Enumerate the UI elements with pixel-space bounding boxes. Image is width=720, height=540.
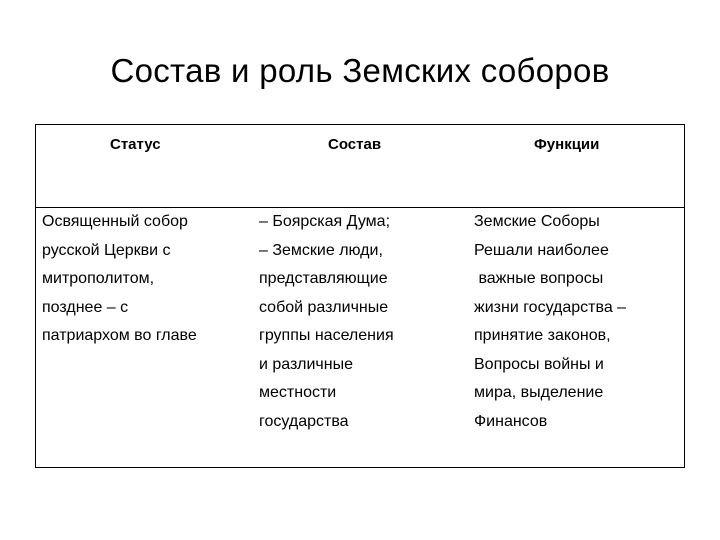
functions-line: Решали наиболее bbox=[474, 241, 609, 259]
status-line: позднее – с bbox=[42, 298, 129, 316]
sostav-cell bbox=[259, 208, 394, 436]
functions-line: принятие законов, bbox=[474, 327, 611, 344]
status-cell bbox=[42, 208, 197, 351]
info-table bbox=[35, 124, 685, 468]
status-line: митрополитом, bbox=[42, 270, 155, 287]
status-line: русской Церкви с bbox=[42, 241, 171, 259]
sostav-line: – Боярская Дума; bbox=[259, 213, 391, 230]
functions-line: Земские Соборы bbox=[474, 213, 600, 230]
header-sostav: Состав bbox=[328, 136, 382, 153]
header-status: Статус bbox=[110, 136, 161, 153]
sostav-line: представляющие bbox=[259, 270, 388, 287]
sostav-line: группы населения bbox=[259, 327, 394, 344]
sostav-line: собой различные bbox=[259, 298, 389, 316]
slide-title: Состав и роль Земских соборов bbox=[110, 52, 610, 89]
functions-cell bbox=[474, 208, 626, 436]
status-line: патриархом во главе bbox=[42, 327, 197, 344]
sostav-line: государства bbox=[259, 412, 349, 430]
header-functions: Функции bbox=[534, 136, 600, 153]
sostav-line: и различные bbox=[259, 355, 353, 373]
functions-line: важные вопросы bbox=[474, 270, 604, 287]
functions-line: Финансов bbox=[474, 412, 548, 430]
sostav-line: – Земские люди, bbox=[259, 241, 383, 259]
table-header-row bbox=[36, 125, 684, 208]
sostav-line: местности bbox=[259, 384, 337, 401]
status-line: Освященный собор bbox=[42, 213, 188, 230]
functions-line: Вопросы войны и bbox=[474, 355, 604, 373]
functions-line: жизни государства – bbox=[474, 298, 627, 316]
functions-line: мира, выделение bbox=[474, 384, 604, 401]
